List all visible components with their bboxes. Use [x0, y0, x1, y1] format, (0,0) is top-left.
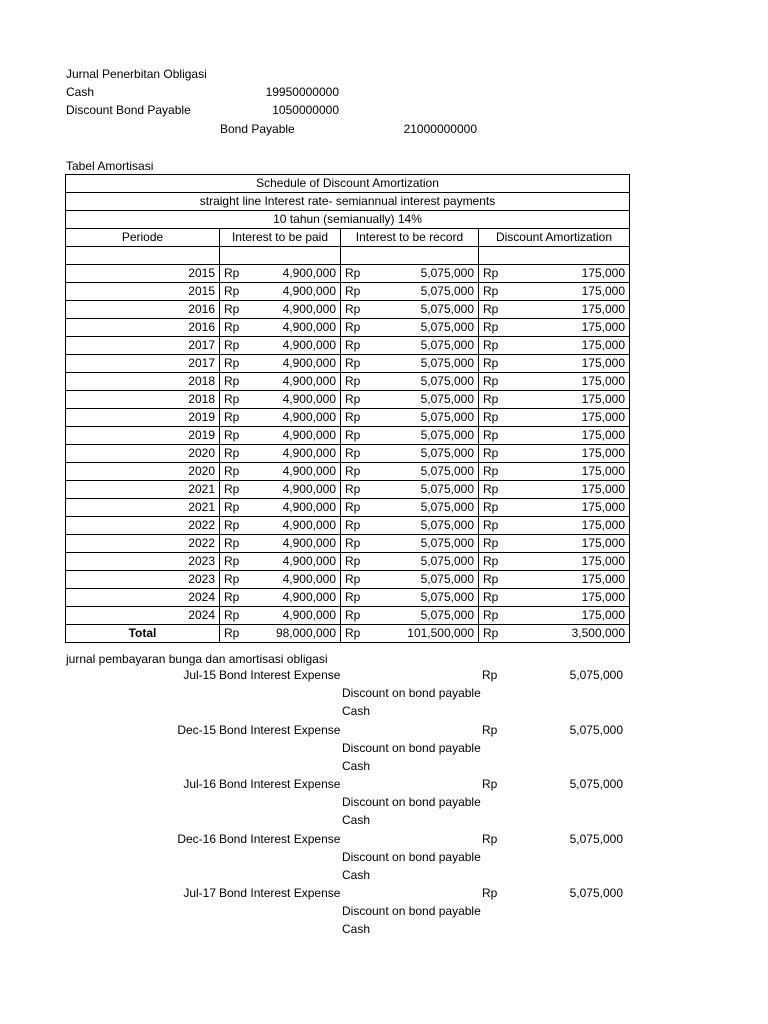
interest-paid-cell	[220, 301, 341, 319]
discount-amortization-cell-value: 175,000	[581, 554, 626, 568]
discount-amortization-cell-value: 175,000	[581, 464, 626, 478]
discount-amortization-cell	[479, 319, 630, 337]
interest-paid-cell	[220, 499, 341, 517]
currency-label: Rp	[224, 446, 240, 460]
currency-label: Rp	[483, 320, 499, 334]
interest-paid-cell-value: 4,900,000	[282, 608, 336, 622]
entry-debit-account: Bond Interest Expense	[219, 668, 341, 682]
interest-paid-cell-value: 4,900,000	[282, 410, 336, 424]
interest-paid-cell	[220, 553, 341, 571]
payments-title: jurnal pembayaran bunga dan amortisasi obligasi	[66, 652, 328, 666]
table-row	[66, 409, 630, 427]
interest-record-cell-value: 5,075,000	[420, 284, 474, 298]
discount-amortization-cell-value: 175,000	[581, 374, 626, 388]
table-header-row-1	[66, 175, 630, 193]
currency-label: Rp	[345, 518, 361, 532]
interest-paid-cell-value: 4,900,000	[282, 590, 336, 604]
currency-label: Rp	[345, 302, 361, 316]
currency-label: Rp	[345, 446, 361, 460]
interest-record-cell-value: 5,075,000	[420, 356, 474, 370]
entry-discount-account: Discount on bond payable	[342, 686, 481, 700]
currency-label: Rp	[224, 266, 240, 280]
interest-record-cell	[341, 481, 479, 499]
column-header-interest-record: Interest to be record	[341, 229, 479, 247]
discount-amortization-cell	[479, 553, 630, 571]
period-year: 2024	[66, 589, 220, 607]
entry-debit-account: Bond Interest Expense	[219, 723, 341, 737]
currency-label: Rp	[345, 392, 361, 406]
currency-label: Rp	[483, 500, 499, 514]
period-year: 2019	[66, 427, 220, 445]
currency-label: Rp	[483, 572, 499, 586]
table-row	[66, 571, 630, 589]
discount-amortization-cell-value: 175,000	[581, 608, 626, 622]
currency-label: Rp	[345, 464, 361, 478]
entry-cash-account: Cash	[342, 922, 371, 936]
interest-paid-cell	[220, 445, 341, 463]
currency-label: Rp	[345, 482, 361, 496]
interest-paid-cell-value: 4,900,000	[282, 446, 336, 460]
currency-label: Rp	[345, 554, 361, 568]
entry-amount: 5,075,000	[569, 886, 623, 900]
interest-record-cell-value: 5,075,000	[420, 518, 474, 532]
entry-cash-account: Cash	[342, 759, 371, 773]
currency-label: Rp	[483, 464, 499, 478]
currency-label: Rp	[224, 482, 240, 496]
interest-paid-cell	[220, 283, 341, 301]
interest-record-cell-value: 5,075,000	[420, 392, 474, 406]
discount-amortization-cell	[479, 517, 630, 535]
entry-date: Dec-15	[177, 723, 216, 737]
interest-record-cell-value: 5,075,000	[420, 410, 474, 424]
discount-amortization-cell-value: 175,000	[581, 320, 626, 334]
period-year: 2016	[66, 319, 220, 337]
interest-record-cell-value: 5,075,000	[420, 536, 474, 550]
discount-amortization-cell-value: 175,000	[581, 536, 626, 550]
discount-amortization-cell-value: 175,000	[581, 392, 626, 406]
table-row	[66, 517, 630, 535]
discount-amortization-cell-value: 175,000	[581, 446, 626, 460]
interest-record-cell-value: 5,075,000	[420, 446, 474, 460]
entry-amount: 5,075,000	[569, 777, 623, 791]
currency-label: Rp	[345, 428, 361, 442]
interest-record-cell-value: 5,075,000	[420, 320, 474, 334]
table-title: Tabel Amortisasi	[66, 159, 154, 173]
interest-paid-cell	[220, 607, 341, 625]
interest-paid-cell	[220, 409, 341, 427]
discount-amortization-cell	[479, 265, 630, 283]
currency-label: Rp	[224, 302, 240, 316]
journal-title: Jurnal Penerbitan Obligasi	[66, 67, 207, 81]
currency-label: Rp	[483, 302, 499, 316]
currency-label: Rp	[224, 572, 240, 586]
interest-record-cell-value: 5,075,000	[420, 428, 474, 442]
interest-paid-cell-value: 4,900,000	[282, 284, 336, 298]
period-year: 2015	[66, 265, 220, 283]
currency-label: Rp	[483, 536, 499, 550]
currency-label: Rp	[345, 338, 361, 352]
table-row	[66, 607, 630, 625]
currency-label: Rp	[224, 356, 240, 370]
column-header-periode: Periode	[66, 229, 220, 247]
table-row	[66, 265, 630, 283]
interest-paid-cell	[220, 265, 341, 283]
table-row	[66, 463, 630, 481]
period-year: 2020	[66, 463, 220, 481]
interest-record-cell	[341, 517, 479, 535]
currency-label: Rp	[483, 590, 499, 604]
currency-label: Rp	[224, 374, 240, 388]
interest-record-cell-value: 5,075,000	[420, 338, 474, 352]
currency-label: Rp	[345, 608, 361, 622]
interest-record-cell	[341, 337, 479, 355]
table-row	[66, 373, 630, 391]
currency-label: Rp	[483, 518, 499, 532]
discount-amortization-cell-value: 175,000	[581, 482, 626, 496]
currency-label: Rp	[483, 338, 499, 352]
interest-paid-cell	[220, 463, 341, 481]
currency-label: Rp	[224, 608, 240, 622]
period-year: 2023	[66, 571, 220, 589]
currency-label: Rp	[224, 428, 240, 442]
period-year: 2018	[66, 391, 220, 409]
currency-label: Rp	[483, 410, 499, 424]
period-year: 2022	[66, 517, 220, 535]
entry-discount-account: Discount on bond payable	[342, 795, 481, 809]
interest-paid-cell-value: 4,900,000	[282, 464, 336, 478]
interest-record-cell-value: 5,075,000	[420, 374, 474, 388]
interest-paid-cell-value: 4,900,000	[282, 518, 336, 532]
discount-amortization-cell-value: 175,000	[581, 356, 626, 370]
currency-label: Rp	[483, 374, 499, 388]
interest-record-cell	[341, 571, 479, 589]
interest-paid-cell	[220, 391, 341, 409]
interest-record-cell	[341, 283, 479, 301]
interest-paid-cell	[220, 571, 341, 589]
interest-paid-cell	[220, 589, 341, 607]
currency-label: Rp	[224, 284, 240, 298]
discount-amortization-cell-value: 175,000	[581, 338, 626, 352]
empty-cell	[220, 247, 341, 265]
interest-record-cell-value: 5,075,000	[420, 500, 474, 514]
table-row	[66, 535, 630, 553]
interest-record-cell-value: 5,075,000	[420, 590, 474, 604]
discount-amortization-cell	[479, 409, 630, 427]
interest-record-cell-value: 5,075,000	[420, 554, 474, 568]
table-row	[66, 481, 630, 499]
discount-amortization-cell	[479, 373, 630, 391]
discount-amortization-cell-value: 175,000	[581, 590, 626, 604]
currency-label: Rp	[483, 392, 499, 406]
table-row	[66, 301, 630, 319]
entry-amount: 5,075,000	[569, 723, 623, 737]
entry-discount-account: Discount on bond payable	[342, 904, 481, 918]
entry-date: Jul-15	[183, 668, 216, 682]
entry-date: Dec-16	[177, 832, 216, 846]
period-year: 2016	[66, 301, 220, 319]
interest-paid-cell-value: 4,900,000	[282, 338, 336, 352]
discount-amortization-cell	[479, 607, 630, 625]
currency-label: Rp	[224, 410, 240, 424]
interest-paid-cell-value: 4,900,000	[282, 356, 336, 370]
interest-paid-cell-value: 4,900,000	[282, 572, 336, 586]
discount-amortization-cell-value: 175,000	[581, 428, 626, 442]
currency-label: Rp	[345, 572, 361, 586]
interest-paid-cell	[220, 319, 341, 337]
currency-label: Rp	[483, 626, 499, 640]
currency-label: Rp	[224, 464, 240, 478]
interest-record-cell-value: 5,075,000	[420, 464, 474, 478]
table-row	[66, 589, 630, 607]
period-year: 2021	[66, 499, 220, 517]
total-interest-paid-cell	[220, 625, 341, 643]
interest-paid-cell-value: 4,900,000	[282, 482, 336, 496]
column-header-interest-paid: Interest to be paid	[220, 229, 341, 247]
table-row	[66, 319, 630, 337]
discount-amortization-cell-value: 175,000	[581, 302, 626, 316]
period-year: 2022	[66, 535, 220, 553]
interest-paid-cell	[220, 535, 341, 553]
total-label: Total	[66, 625, 220, 643]
period-year: 2020	[66, 445, 220, 463]
currency-label: Rp	[483, 608, 499, 622]
empty-row	[66, 247, 630, 265]
entry-currency: Rp	[482, 832, 498, 846]
currency-label: Rp	[345, 536, 361, 550]
table-row	[66, 427, 630, 445]
journal-discount-account: Discount Bond Payable	[66, 103, 191, 117]
empty-cell	[479, 247, 630, 265]
discount-amortization-cell	[479, 571, 630, 589]
discount-amortization-cell	[479, 337, 630, 355]
total-interest-paid-cell-value: 98,000,000	[275, 626, 336, 640]
interest-record-cell-value: 5,075,000	[420, 302, 474, 316]
entry-cash-account: Cash	[342, 704, 371, 718]
discount-amortization-cell	[479, 427, 630, 445]
column-header-row	[66, 229, 630, 247]
total-interest-record-cell	[341, 625, 479, 643]
interest-paid-cell-value: 4,900,000	[282, 266, 336, 280]
total-interest-record-cell-value: 101,500,000	[407, 626, 474, 640]
interest-record-cell	[341, 427, 479, 445]
currency-label: Rp	[224, 518, 240, 532]
interest-record-cell	[341, 301, 479, 319]
journal-cash-account: Cash	[66, 85, 95, 99]
interest-paid-cell-value: 4,900,000	[282, 392, 336, 406]
interest-paid-cell	[220, 337, 341, 355]
discount-amortization-cell	[479, 355, 630, 373]
table-row	[66, 337, 630, 355]
entry-currency: Rp	[482, 777, 498, 791]
currency-label: Rp	[483, 284, 499, 298]
currency-label: Rp	[483, 554, 499, 568]
schedule-term: 10 tahun (semianually) 14%	[66, 211, 630, 229]
interest-record-cell	[341, 535, 479, 553]
journal-cash-debit: 19950000000	[265, 85, 339, 99]
currency-label: Rp	[483, 356, 499, 370]
period-year: 2015	[66, 283, 220, 301]
entry-amount: 5,075,000	[569, 668, 623, 682]
entry-currency: Rp	[482, 886, 498, 900]
interest-paid-cell	[220, 427, 341, 445]
table-row	[66, 391, 630, 409]
entry-debit-account: Bond Interest Expense	[219, 886, 341, 900]
interest-record-cell	[341, 499, 479, 517]
table-row	[66, 499, 630, 517]
interest-record-cell	[341, 373, 479, 391]
interest-paid-cell	[220, 517, 341, 535]
currency-label: Rp	[483, 446, 499, 460]
interest-paid-cell-value: 4,900,000	[282, 500, 336, 514]
currency-label: Rp	[345, 320, 361, 334]
interest-paid-cell-value: 4,900,000	[282, 554, 336, 568]
discount-amortization-cell-value: 175,000	[581, 410, 626, 424]
period-year: 2017	[66, 355, 220, 373]
period-year: 2023	[66, 553, 220, 571]
period-year: 2018	[66, 373, 220, 391]
interest-paid-cell	[220, 373, 341, 391]
total-discount-amortization-cell-value: 3,500,000	[571, 626, 626, 640]
table-header-row-2	[66, 193, 630, 211]
discount-amortization-cell	[479, 445, 630, 463]
table-row	[66, 445, 630, 463]
discount-amortization-cell	[479, 499, 630, 517]
journal-credit-amount: 21000000000	[403, 122, 477, 136]
empty-cell	[66, 247, 220, 265]
currency-label: Rp	[345, 590, 361, 604]
currency-label: Rp	[345, 266, 361, 280]
discount-amortization-cell	[479, 481, 630, 499]
entry-discount-account: Discount on bond payable	[342, 850, 481, 864]
interest-paid-cell-value: 4,900,000	[282, 374, 336, 388]
journal-credit-account: Bond Payable	[220, 122, 295, 136]
currency-label: Rp	[224, 536, 240, 550]
interest-record-cell	[341, 319, 479, 337]
currency-label: Rp	[483, 482, 499, 496]
interest-record-cell	[341, 391, 479, 409]
entry-cash-account: Cash	[342, 868, 371, 882]
entry-currency: Rp	[482, 723, 498, 737]
discount-amortization-cell	[479, 463, 630, 481]
interest-record-cell-value: 5,075,000	[420, 266, 474, 280]
currency-label: Rp	[345, 356, 361, 370]
discount-amortization-cell	[479, 589, 630, 607]
period-year: 2024	[66, 607, 220, 625]
currency-label: Rp	[224, 626, 240, 640]
interest-paid-cell-value: 4,900,000	[282, 536, 336, 550]
discount-amortization-cell-value: 175,000	[581, 572, 626, 586]
entry-amount: 5,075,000	[569, 832, 623, 846]
table-row	[66, 355, 630, 373]
schedule-subtitle: straight line Interest rate- semiannual interest payments	[66, 193, 630, 211]
interest-record-cell-value: 5,075,000	[420, 572, 474, 586]
schedule-title: Schedule of Discount Amortization	[66, 175, 630, 193]
journal-discount-debit: 1050000000	[272, 103, 339, 117]
currency-label: Rp	[345, 374, 361, 388]
table-row	[66, 283, 630, 301]
discount-amortization-cell-value: 175,000	[581, 266, 626, 280]
entry-discount-account: Discount on bond payable	[342, 741, 481, 755]
currency-label: Rp	[345, 284, 361, 298]
currency-label: Rp	[345, 626, 361, 640]
currency-label: Rp	[224, 320, 240, 334]
currency-label: Rp	[224, 338, 240, 352]
interest-record-cell-value: 5,075,000	[420, 608, 474, 622]
discount-amortization-cell	[479, 391, 630, 409]
interest-paid-cell-value: 4,900,000	[282, 302, 336, 316]
interest-record-cell	[341, 409, 479, 427]
currency-label: Rp	[345, 500, 361, 514]
interest-record-cell	[341, 589, 479, 607]
discount-amortization-cell-value: 175,000	[581, 284, 626, 298]
interest-record-cell	[341, 463, 479, 481]
interest-record-cell-value: 5,075,000	[420, 482, 474, 496]
interest-paid-cell-value: 4,900,000	[282, 320, 336, 334]
interest-paid-cell	[220, 355, 341, 373]
amortization-table	[65, 174, 630, 643]
total-discount-amortization-cell	[479, 625, 630, 643]
currency-label: Rp	[483, 428, 499, 442]
entry-debit-account: Bond Interest Expense	[219, 832, 341, 846]
total-row	[66, 625, 630, 643]
discount-amortization-cell-value: 175,000	[581, 500, 626, 514]
currency-label: Rp	[224, 500, 240, 514]
entry-cash-account: Cash	[342, 813, 371, 827]
discount-amortization-cell-value: 175,000	[581, 518, 626, 532]
interest-paid-cell-value: 4,900,000	[282, 428, 336, 442]
period-year: 2019	[66, 409, 220, 427]
interest-paid-cell	[220, 481, 341, 499]
entry-currency: Rp	[482, 668, 498, 682]
currency-label: Rp	[224, 554, 240, 568]
interest-record-cell	[341, 265, 479, 283]
interest-record-cell	[341, 607, 479, 625]
currency-label: Rp	[224, 392, 240, 406]
period-year: 2021	[66, 481, 220, 499]
entry-debit-account: Bond Interest Expense	[219, 777, 341, 791]
discount-amortization-cell	[479, 301, 630, 319]
discount-amortization-cell	[479, 283, 630, 301]
period-year: 2017	[66, 337, 220, 355]
table-header-row-3	[66, 211, 630, 229]
table-row	[66, 553, 630, 571]
interest-record-cell	[341, 553, 479, 571]
interest-record-cell	[341, 355, 479, 373]
currency-label: Rp	[224, 590, 240, 604]
currency-label: Rp	[483, 266, 499, 280]
entry-date: Jul-17	[183, 886, 216, 900]
interest-record-cell	[341, 445, 479, 463]
entry-date: Jul-16	[183, 777, 216, 791]
currency-label: Rp	[345, 410, 361, 424]
column-header-discount-amortization: Discount Amortization	[479, 229, 630, 247]
discount-amortization-cell	[479, 535, 630, 553]
empty-cell	[341, 247, 479, 265]
